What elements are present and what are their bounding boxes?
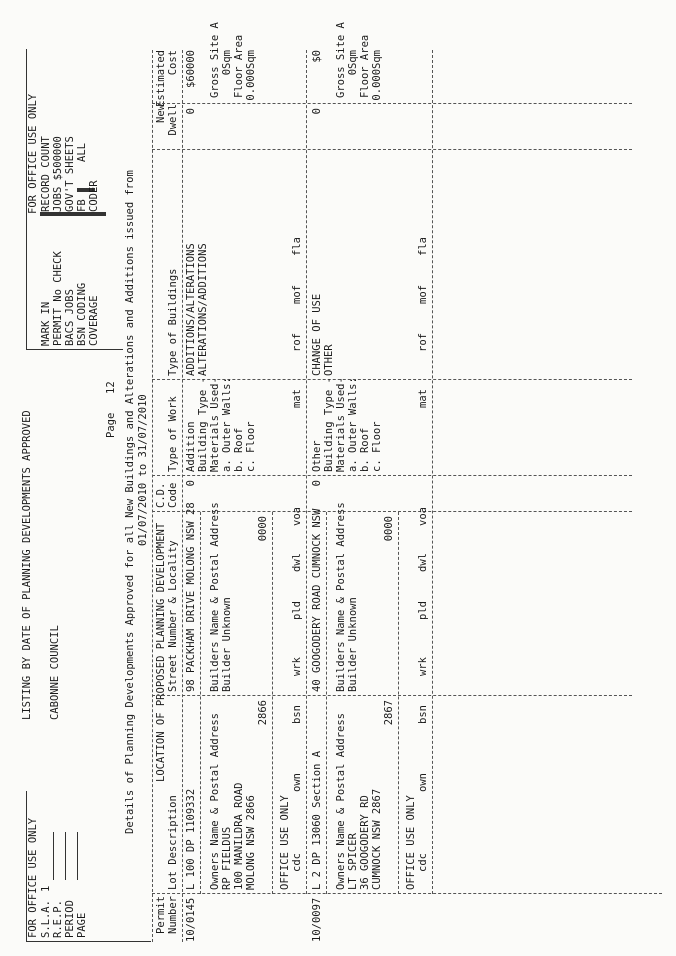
field-voa: voa [291,507,303,526]
bacs-jobs-label: BACS JOBS [64,289,76,346]
estimated-cost: $0 [311,50,323,63]
fb-label: FB [76,199,88,212]
field-dwl: dwl [291,553,303,572]
floor-area-value: 0.000Sqm [371,50,383,101]
builder-postcode: 0000 [257,516,269,542]
owner-name: RP FIELDUS [221,826,233,890]
page-number: 12 [105,381,117,394]
field-pld: pld [417,601,429,620]
record-2-rule-a [326,512,327,894]
gross-site-label: Gross Site A [209,22,221,98]
owner-address-1: 100 MANILDRA ROAD [233,782,245,890]
col-type-of-buildings: Type of Buildings [167,268,179,376]
details-line-2: 01/07/2010 to 31/07/2010 [137,394,149,546]
owner-name: LT SPICER [347,833,359,890]
col-permit-2: Number [167,896,179,934]
floor-area-value: 0.000Sqm [245,50,257,101]
field-bsn: bsn [291,705,303,724]
office-right-divider [40,212,106,216]
field-own: own [417,773,429,792]
col-new-1: New [155,104,167,123]
divider-cd [152,475,632,476]
materials-label: Materials Used- [335,377,347,472]
bsn-coding-label: BSN CODING [76,282,88,346]
material-roof: b. Roof [359,427,371,472]
govt-sheets-label: GOV'T SHEETS [64,136,76,212]
building-type-label: Building Type - [197,377,209,472]
builder-name: Builder Unknown [221,597,233,692]
builder-name: Builder Unknown [347,597,359,692]
col-cd-2: Code [167,482,179,508]
field-bsn: bsn [417,705,429,724]
permit-check-label: PERMIT No CHECK [52,251,64,346]
council-name: CABONNE COUNCIL [49,625,61,720]
record-1-end-rule [306,50,307,894]
permit-number: 10/0097 [311,897,323,942]
field-own: own [291,773,303,792]
field-mat: mat [291,389,303,408]
col-cd-1: C.D. [155,482,167,508]
type-of-buildings-1: CHANGE OF USE [311,293,323,376]
type-of-work: Other [311,440,323,472]
record-count-label: RECORD COUNT [40,136,52,212]
builders-heading: Builders Name & Postal Address [209,502,221,692]
fb-all-label: ALL [76,143,88,162]
sla-blank-line [53,832,54,880]
field-mof: mof [417,285,429,304]
office-right-heading: FOR OFFICE USE ONLY [27,93,39,214]
office-left-row-sla: S.L.A. [40,900,52,938]
owner-address-2: CUMNOCK NSW 2867 [371,788,383,890]
header-top-rule [152,50,153,942]
material-floor: c. Floor [371,421,383,472]
floor-area-label: Floor Area [359,34,371,98]
permit-number: 10/0145 [185,897,197,942]
divider-street [152,511,632,512]
lot-description: L 2 DP 13060 Section A [311,750,323,890]
building-type-label: Building Type - [323,377,335,472]
field-fla: fla [417,237,429,256]
listing-title: LISTING BY DATE OF PLANNING DEVELOPMENTS APPROVED [21,410,33,720]
field-mat: mat [417,389,429,408]
owners-heading: Owners Name & Postal Address [209,712,221,890]
mark-in-label: MARK IN [40,301,52,346]
page-label: Page [105,412,117,438]
col-location: LOCATION OF PROPOSED PLANNING DEVELOPMENT [155,522,167,782]
divider-lot [152,695,632,696]
new-dwell-count: 0 [185,108,197,115]
period-blank-line [77,832,78,880]
field-cdc: cdc [291,853,303,872]
street-locality: 40 GOOGODERY ROAD CUMNOCK NSW [311,508,323,692]
new-dwell-count: 0 [311,108,323,115]
materials-label: Materials Used- [209,377,221,472]
divider-buildings [152,149,632,150]
type-of-buildings-1: ADDITIONS/ALTERATIONS [185,243,197,376]
material-floor: c. Floor [245,421,257,472]
record-1-rule-a [200,512,201,894]
gross-site-value: 0Sqm [221,50,233,76]
field-rof: rof [291,333,303,352]
office-left-row-rep: R.E.P. [52,900,64,938]
record-1-rule-b [272,512,273,894]
office-left-row-page: PAGE [76,912,88,938]
estimated-cost: $60000 [185,50,197,88]
col-cost: Cost [167,50,179,76]
jobs-label: JOBS $500000 [52,136,64,212]
col-lot-description: Lot Description [167,795,179,890]
details-line-1: Details of Planning Developments Approved for all New Buildings and Alterations and Additions issued from [124,170,136,834]
col-dwell-2: Dwell [167,104,179,136]
owner-address-2: MOLONG NSW 2866 [245,795,257,890]
field-dwl: dwl [417,553,429,572]
lot-description: L 100 DP 1109332 [185,788,197,890]
owner-postcode: 2867 [383,700,395,726]
owner-address-1: 36 GOOGODERY RD [359,795,371,890]
field-wrk: wrk [417,657,429,676]
field-wrk: wrk [291,657,303,676]
field-voa: voa [417,507,429,526]
gross-site-value: 0Sqm [347,50,359,76]
type-of-buildings-2: ALTERATIONS/ADDITIONS [197,243,209,376]
col-street-locality: Street Number & Locality [167,540,179,692]
coder-label: CODER [88,180,100,212]
office-left-row-period: PERIOD [64,900,76,938]
office-use-label: OFFICE USE ONLY [405,795,417,890]
builders-heading: Builders Name & Postal Address [335,502,347,692]
office-left-heading: FOR OFFICE USE ONLY [27,817,39,938]
material-outer-walls: a. Outer Walls: [221,377,233,472]
field-cdc: cdc [417,853,429,872]
col-estimated: Estimated [155,50,167,107]
divider-dwell [152,103,632,104]
material-roof: b. Roof [233,427,245,472]
type-of-work: Addition [185,421,197,472]
field-mof: mof [291,285,303,304]
type-of-buildings-2: OTHER [323,344,335,376]
field-rof: rof [417,333,429,352]
street-locality: 98 PACKHAM DRIVE MOLONG NSW 28 [185,502,197,692]
col-type-of-work: Type of Work [167,396,179,472]
header-bottom-rule [182,50,183,942]
divider-permit [152,893,662,894]
record-2-end-rule [432,50,433,894]
gross-site-label: Gross Site A [335,22,347,98]
field-pld: pld [291,601,303,620]
cd-code: 0 [311,480,323,487]
cd-code: 0 [185,480,197,487]
builder-postcode: 0000 [383,516,395,542]
rep-blank-line [65,832,66,880]
material-outer-walls: a. Outer Walls: [347,377,359,472]
office-left-sla-value: 1 [40,885,52,892]
office-use-label: OFFICE USE ONLY [279,795,291,890]
coverage-label: COVERAGE [88,295,100,346]
owner-postcode: 2866 [257,700,269,726]
field-fla: fla [291,237,303,256]
owners-heading: Owners Name & Postal Address [335,712,347,890]
floor-area-label: Floor Area [233,34,245,98]
col-permit-1: Permit [155,896,167,934]
record-2-rule-b [398,512,399,894]
